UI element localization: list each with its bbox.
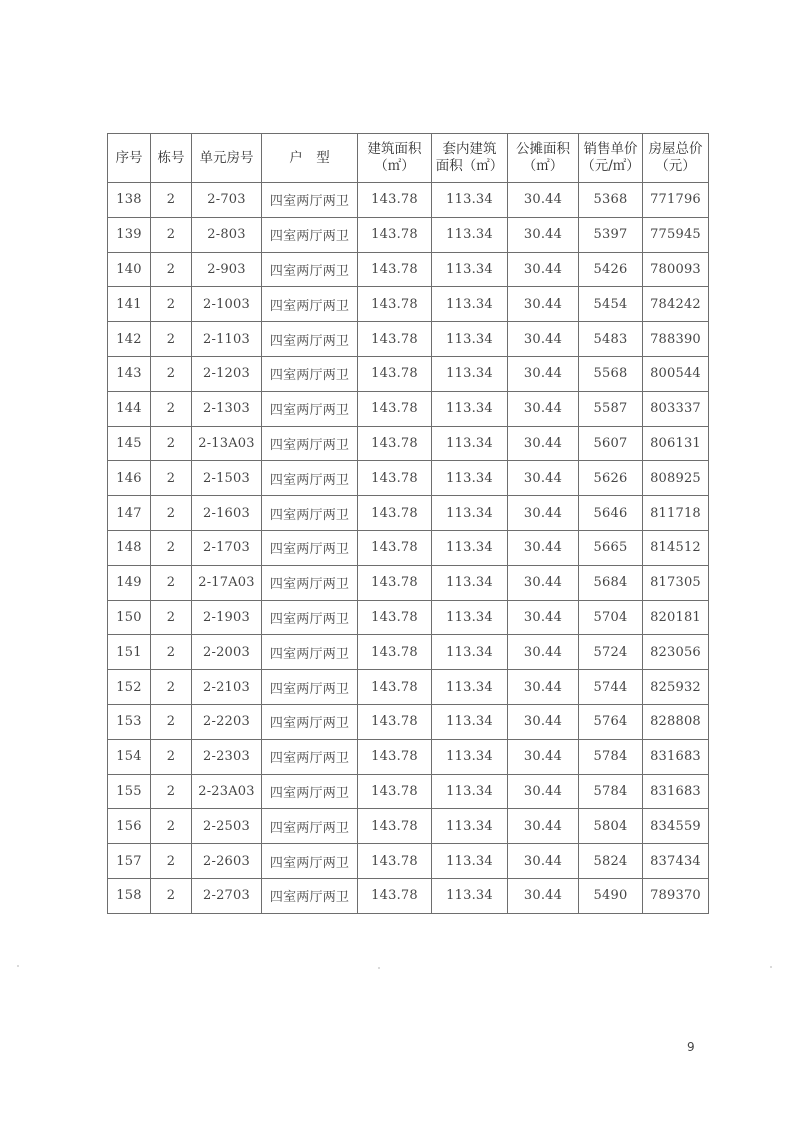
- cell-layout: 四室两厅两卫: [262, 426, 358, 461]
- cell-shared-area: 30.44: [508, 565, 579, 600]
- table-row: [108, 183, 709, 218]
- cell-seq: 145: [108, 426, 151, 461]
- table-row: [108, 322, 709, 357]
- cell-unit-room: 2-2703: [192, 878, 262, 913]
- cell-building: 2: [151, 496, 192, 531]
- cell-inner-area: 113.34: [432, 426, 508, 461]
- cell-seq: 144: [108, 391, 151, 426]
- cell-building-area: 143.78: [358, 600, 432, 635]
- cell-unit-price: 5784: [579, 739, 643, 774]
- cell-layout: 四室两厅两卫: [262, 183, 358, 218]
- cell-layout: 四室两厅两卫: [262, 809, 358, 844]
- cell-seq: 155: [108, 774, 151, 809]
- table-row: [108, 461, 709, 496]
- cell-building: 2: [151, 600, 192, 635]
- scan-speck: [378, 967, 380, 969]
- cell-total-price: 828808: [643, 704, 709, 739]
- cell-seq: 138: [108, 183, 151, 218]
- table-row: [108, 774, 709, 809]
- scan-speck: [17, 965, 19, 967]
- scan-speck: [770, 966, 772, 968]
- cell-total-price: 808925: [643, 461, 709, 496]
- cell-total-price: 806131: [643, 426, 709, 461]
- cell-layout: 四室两厅两卫: [262, 565, 358, 600]
- cell-building-area: 143.78: [358, 635, 432, 670]
- cell-unit-price: 5626: [579, 461, 643, 496]
- header-inner-area: 套内建筑 面积（㎡）: [432, 134, 508, 183]
- cell-unit-price: 5397: [579, 217, 643, 252]
- cell-inner-area: 113.34: [432, 774, 508, 809]
- cell-inner-area: 113.34: [432, 878, 508, 913]
- cell-shared-area: 30.44: [508, 356, 579, 391]
- table-row: [108, 287, 709, 322]
- cell-unit-room: 2-903: [192, 252, 262, 287]
- cell-total-price: 831683: [643, 774, 709, 809]
- table-row: [108, 356, 709, 391]
- cell-building: 2: [151, 426, 192, 461]
- table-row: [108, 844, 709, 879]
- table-row: [108, 530, 709, 565]
- cell-building: 2: [151, 322, 192, 357]
- cell-building-area: 143.78: [358, 356, 432, 391]
- cell-shared-area: 30.44: [508, 287, 579, 322]
- cell-unit-price: 5483: [579, 322, 643, 357]
- cell-shared-area: 30.44: [508, 217, 579, 252]
- cell-total-price: 775945: [643, 217, 709, 252]
- cell-seq: 151: [108, 635, 151, 670]
- cell-building-area: 143.78: [358, 426, 432, 461]
- cell-inner-area: 113.34: [432, 322, 508, 357]
- header-unit-price: 销售单价 （元/㎡）: [579, 134, 643, 183]
- cell-total-price: 831683: [643, 739, 709, 774]
- cell-building-area: 143.78: [358, 704, 432, 739]
- cell-layout: 四室两厅两卫: [262, 356, 358, 391]
- cell-unit-room: 2-2303: [192, 739, 262, 774]
- table-row: [108, 600, 709, 635]
- cell-unit-price: 5724: [579, 635, 643, 670]
- cell-unit-price: 5704: [579, 600, 643, 635]
- cell-seq: 141: [108, 287, 151, 322]
- cell-inner-area: 113.34: [432, 217, 508, 252]
- cell-building-area: 143.78: [358, 461, 432, 496]
- cell-building: 2: [151, 183, 192, 218]
- cell-unit-price: 5744: [579, 670, 643, 705]
- cell-building-area: 143.78: [358, 391, 432, 426]
- cell-unit-price: 5454: [579, 287, 643, 322]
- header-building: 栋号: [151, 134, 192, 183]
- cell-layout: 四室两厅两卫: [262, 461, 358, 496]
- table-row: [108, 217, 709, 252]
- cell-building-area: 143.78: [358, 217, 432, 252]
- cell-building-area: 143.78: [358, 809, 432, 844]
- cell-shared-area: 30.44: [508, 252, 579, 287]
- cell-total-price: 803337: [643, 391, 709, 426]
- cell-building-area: 143.78: [358, 739, 432, 774]
- cell-shared-area: 30.44: [508, 878, 579, 913]
- cell-total-price: 820181: [643, 600, 709, 635]
- table-row: [108, 426, 709, 461]
- cell-shared-area: 30.44: [508, 496, 579, 531]
- cell-seq: 148: [108, 530, 151, 565]
- cell-seq: 156: [108, 809, 151, 844]
- cell-building: 2: [151, 670, 192, 705]
- cell-building-area: 143.78: [358, 878, 432, 913]
- cell-building-area: 143.78: [358, 287, 432, 322]
- cell-building: 2: [151, 844, 192, 879]
- cell-layout: 四室两厅两卫: [262, 322, 358, 357]
- cell-building-area: 143.78: [358, 530, 432, 565]
- cell-inner-area: 113.34: [432, 704, 508, 739]
- cell-unit-room: 2-1103: [192, 322, 262, 357]
- cell-building: 2: [151, 287, 192, 322]
- cell-total-price: 823056: [643, 635, 709, 670]
- cell-inner-area: 113.34: [432, 565, 508, 600]
- cell-layout: 四室两厅两卫: [262, 530, 358, 565]
- cell-total-price: 771796: [643, 183, 709, 218]
- cell-building-area: 143.78: [358, 670, 432, 705]
- cell-inner-area: 113.34: [432, 183, 508, 218]
- cell-unit-price: 5764: [579, 704, 643, 739]
- cell-layout: 四室两厅两卫: [262, 704, 358, 739]
- cell-layout: 四室两厅两卫: [262, 252, 358, 287]
- cell-inner-area: 113.34: [432, 391, 508, 426]
- header-total-price: 房屋总价 （元）: [643, 134, 709, 183]
- cell-shared-area: 30.44: [508, 809, 579, 844]
- cell-total-price: 811718: [643, 496, 709, 531]
- cell-unit-price: 5568: [579, 356, 643, 391]
- cell-shared-area: 30.44: [508, 530, 579, 565]
- cell-layout: 四室两厅两卫: [262, 635, 358, 670]
- cell-building: 2: [151, 774, 192, 809]
- cell-unit-room: 2-23A03: [192, 774, 262, 809]
- cell-layout: 四室两厅两卫: [262, 878, 358, 913]
- cell-seq: 158: [108, 878, 151, 913]
- table-row: [108, 565, 709, 600]
- cell-unit-price: 5665: [579, 530, 643, 565]
- cell-building-area: 143.78: [358, 565, 432, 600]
- cell-unit-room: 2-1303: [192, 391, 262, 426]
- cell-seq: 154: [108, 739, 151, 774]
- cell-unit-price: 5368: [579, 183, 643, 218]
- cell-shared-area: 30.44: [508, 844, 579, 879]
- cell-unit-price: 5607: [579, 426, 643, 461]
- cell-shared-area: 30.44: [508, 600, 579, 635]
- cell-unit-room: 2-803: [192, 217, 262, 252]
- cell-unit-room: 2-1003: [192, 287, 262, 322]
- cell-shared-area: 30.44: [508, 322, 579, 357]
- cell-total-price: 834559: [643, 809, 709, 844]
- cell-total-price: 784242: [643, 287, 709, 322]
- cell-seq: 157: [108, 844, 151, 879]
- cell-total-price: 814512: [643, 530, 709, 565]
- cell-seq: 149: [108, 565, 151, 600]
- table-row: [108, 391, 709, 426]
- cell-inner-area: 113.34: [432, 287, 508, 322]
- table-row: [108, 252, 709, 287]
- cell-seq: 152: [108, 670, 151, 705]
- cell-inner-area: 113.34: [432, 600, 508, 635]
- cell-inner-area: 113.34: [432, 635, 508, 670]
- cell-unit-room: 2-1203: [192, 356, 262, 391]
- housing-price-table: [107, 133, 709, 914]
- cell-inner-area: 113.34: [432, 252, 508, 287]
- cell-building-area: 143.78: [358, 774, 432, 809]
- cell-building: 2: [151, 809, 192, 844]
- cell-building: 2: [151, 530, 192, 565]
- cell-building: 2: [151, 391, 192, 426]
- table-row: [108, 739, 709, 774]
- cell-total-price: 780093: [643, 252, 709, 287]
- cell-building: 2: [151, 461, 192, 496]
- cell-shared-area: 30.44: [508, 391, 579, 426]
- cell-layout: 四室两厅两卫: [262, 217, 358, 252]
- cell-seq: 140: [108, 252, 151, 287]
- cell-building: 2: [151, 217, 192, 252]
- header-unit-room: 单元房号: [192, 134, 262, 183]
- cell-layout: 四室两厅两卫: [262, 739, 358, 774]
- cell-shared-area: 30.44: [508, 461, 579, 496]
- cell-inner-area: 113.34: [432, 844, 508, 879]
- cell-building: 2: [151, 252, 192, 287]
- table-row: [108, 635, 709, 670]
- cell-unit-price: 5684: [579, 565, 643, 600]
- cell-layout: 四室两厅两卫: [262, 670, 358, 705]
- cell-building: 2: [151, 635, 192, 670]
- cell-unit-price: 5824: [579, 844, 643, 879]
- cell-unit-room: 2-1503: [192, 461, 262, 496]
- cell-inner-area: 113.34: [432, 739, 508, 774]
- table-row: [108, 878, 709, 913]
- cell-unit-price: 5587: [579, 391, 643, 426]
- cell-shared-area: 30.44: [508, 774, 579, 809]
- cell-inner-area: 113.34: [432, 670, 508, 705]
- cell-seq: 139: [108, 217, 151, 252]
- table-row: [108, 809, 709, 844]
- cell-unit-room: 2-13A03: [192, 426, 262, 461]
- cell-total-price: 825932: [643, 670, 709, 705]
- cell-seq: 147: [108, 496, 151, 531]
- table-row: [108, 496, 709, 531]
- cell-inner-area: 113.34: [432, 809, 508, 844]
- cell-unit-price: 5490: [579, 878, 643, 913]
- cell-unit-room: 2-17A03: [192, 565, 262, 600]
- cell-shared-area: 30.44: [508, 635, 579, 670]
- cell-building: 2: [151, 704, 192, 739]
- header-seq: 序号: [108, 134, 151, 183]
- cell-unit-price: 5646: [579, 496, 643, 531]
- cell-building-area: 143.78: [358, 183, 432, 218]
- cell-shared-area: 30.44: [508, 183, 579, 218]
- cell-layout: 四室两厅两卫: [262, 774, 358, 809]
- cell-unit-room: 2-1903: [192, 600, 262, 635]
- table-header-row: [108, 134, 709, 183]
- cell-unit-price: 5784: [579, 774, 643, 809]
- cell-layout: 四室两厅两卫: [262, 287, 358, 322]
- cell-inner-area: 113.34: [432, 461, 508, 496]
- cell-seq: 153: [108, 704, 151, 739]
- cell-unit-room: 2-1703: [192, 530, 262, 565]
- cell-building-area: 143.78: [358, 322, 432, 357]
- cell-shared-area: 30.44: [508, 739, 579, 774]
- header-layout: 户 型: [262, 134, 358, 183]
- cell-unit-room: 2-2003: [192, 635, 262, 670]
- cell-inner-area: 113.34: [432, 496, 508, 531]
- cell-building: 2: [151, 739, 192, 774]
- cell-shared-area: 30.44: [508, 670, 579, 705]
- cell-layout: 四室两厅两卫: [262, 496, 358, 531]
- cell-unit-room: 2-1603: [192, 496, 262, 531]
- cell-total-price: 800544: [643, 356, 709, 391]
- cell-shared-area: 30.44: [508, 426, 579, 461]
- cell-building: 2: [151, 356, 192, 391]
- cell-unit-room: 2-2603: [192, 844, 262, 879]
- table-row: [108, 670, 709, 705]
- cell-building-area: 143.78: [358, 496, 432, 531]
- header-building-area: 建筑面积 （㎡）: [358, 134, 432, 183]
- cell-layout: 四室两厅两卫: [262, 600, 358, 635]
- cell-total-price: 837434: [643, 844, 709, 879]
- cell-unit-room: 2-2503: [192, 809, 262, 844]
- cell-layout: 四室两厅两卫: [262, 391, 358, 426]
- cell-unit-room: 2-2103: [192, 670, 262, 705]
- page-number: 9: [687, 1040, 695, 1054]
- cell-building: 2: [151, 565, 192, 600]
- cell-inner-area: 113.34: [432, 530, 508, 565]
- cell-seq: 150: [108, 600, 151, 635]
- cell-inner-area: 113.34: [432, 356, 508, 391]
- cell-layout: 四室两厅两卫: [262, 844, 358, 879]
- cell-building-area: 143.78: [358, 252, 432, 287]
- cell-building-area: 143.78: [358, 844, 432, 879]
- cell-unit-price: 5804: [579, 809, 643, 844]
- cell-seq: 143: [108, 356, 151, 391]
- cell-seq: 142: [108, 322, 151, 357]
- cell-total-price: 817305: [643, 565, 709, 600]
- cell-building: 2: [151, 878, 192, 913]
- cell-total-price: 789370: [643, 878, 709, 913]
- table-row: [108, 704, 709, 739]
- cell-unit-room: 2-2203: [192, 704, 262, 739]
- header-shared-area: 公摊面积 （㎡）: [508, 134, 579, 183]
- cell-seq: 146: [108, 461, 151, 496]
- cell-total-price: 788390: [643, 322, 709, 357]
- cell-unit-price: 5426: [579, 252, 643, 287]
- cell-unit-room: 2-703: [192, 183, 262, 218]
- table-body: [108, 183, 709, 914]
- cell-shared-area: 30.44: [508, 704, 579, 739]
